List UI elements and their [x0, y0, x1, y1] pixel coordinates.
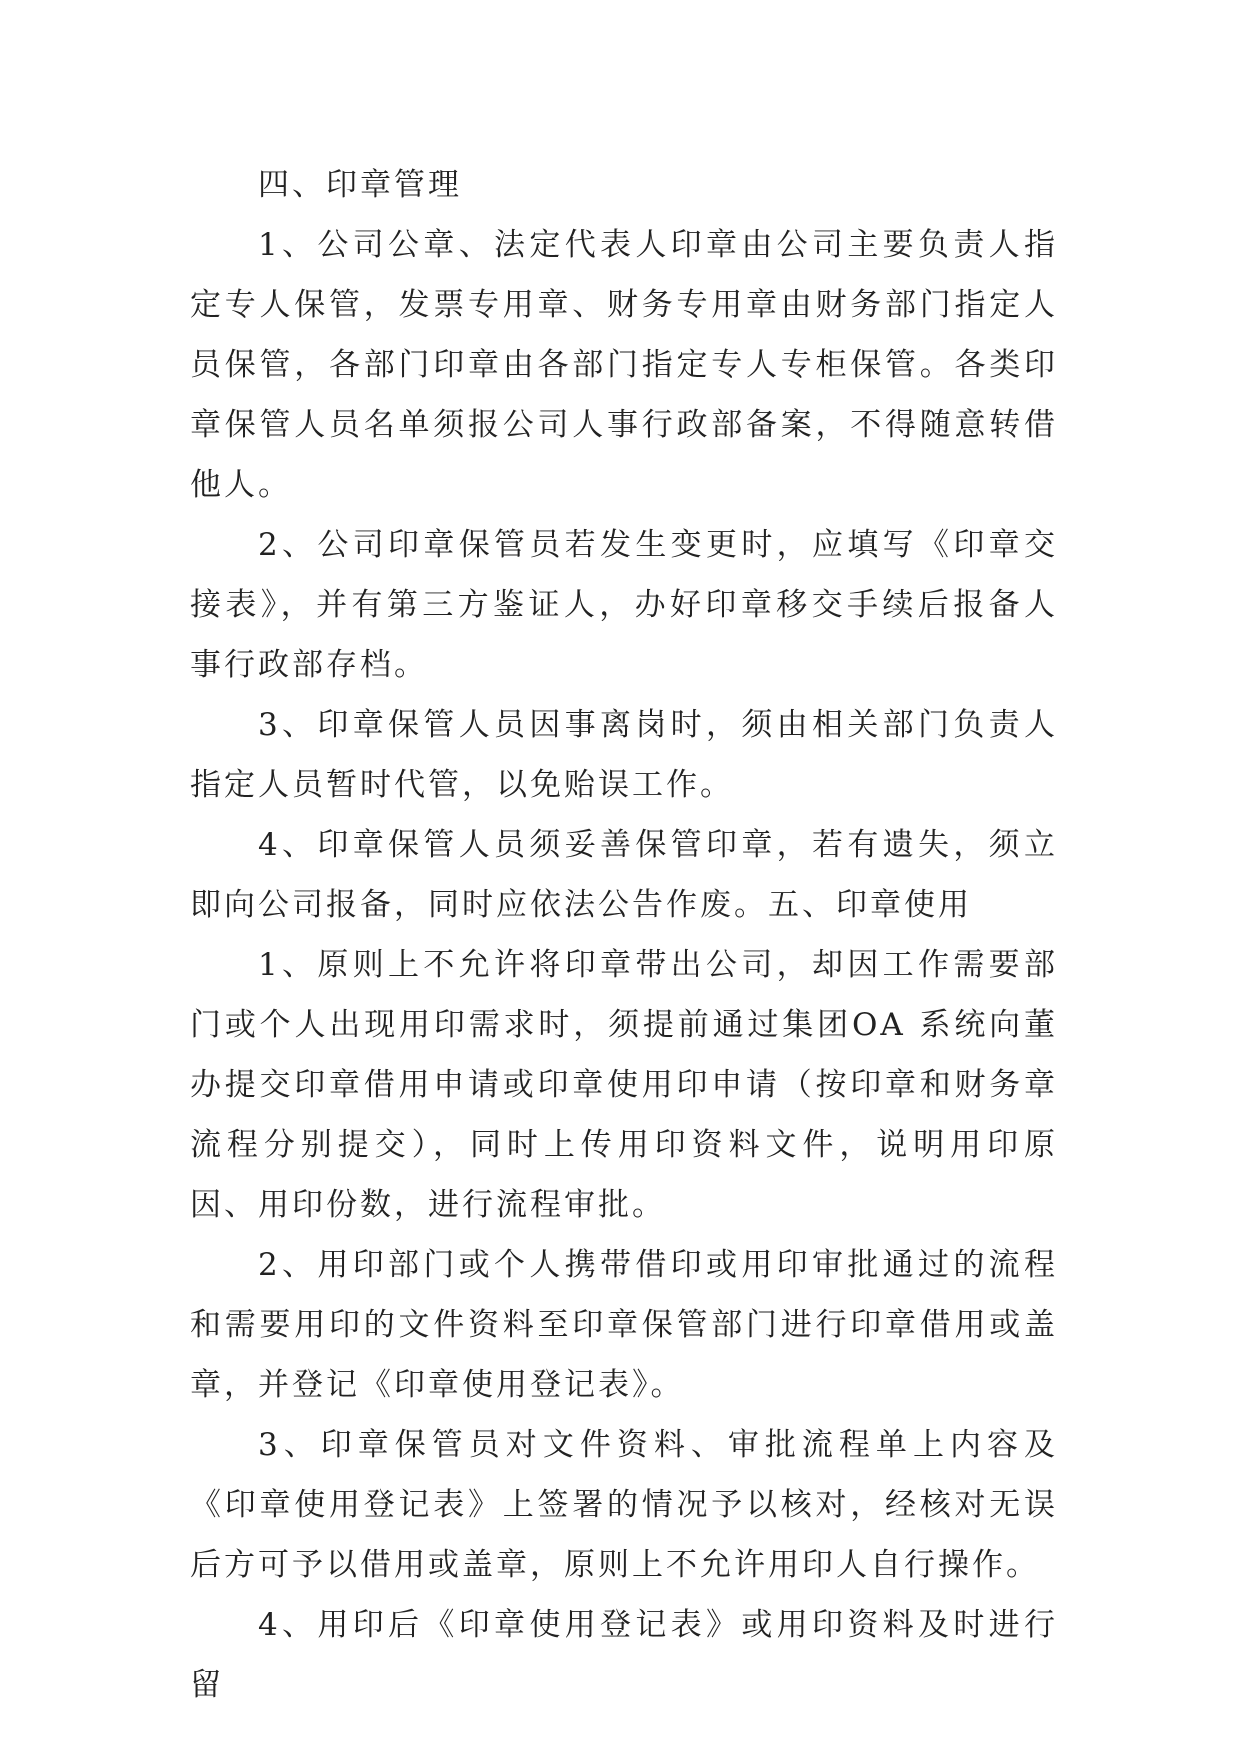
paragraph-seal-archiving: 4、用印后《印章使用登记表》或用印资料及时进行留 [190, 1607, 1058, 1703]
section-heading-seal-management: 四、印章管理 [258, 167, 462, 203]
paragraph-custodian-change: 2、公司印章保管员若发生变更时，应填写《印章交接表》，并有第三方鉴证人，办好印章移交手续后报备人事行政部存档。 [190, 527, 1058, 683]
paragraph-seal-loss: 4、印章保管人员须妥善保管印章，若有遗失，须立即向公司报备，同时应依法公告作废。五、印章使用 [190, 827, 1058, 923]
paragraph-temporary-custody: 3、印章保管人员因事离岗时，须由相关部门负责人指定人员暂时代管，以免贻误工作。 [190, 707, 1058, 803]
paragraph-seal-verification: 3、印章保管员对文件资料、审批流程单上内容及《印章使用登记表》上签署的情况予以核对，经核对无误后方可予以借用或盖章，原则上不允许用印人自行操作。 [190, 1427, 1058, 1583]
paragraph-seal-registration: 2、用印部门或个人携带借印或用印审批通过的流程和需要用印的文件资料至印章保管部门进行印章借用或盖章，并登记《印章使用登记表》。 [190, 1247, 1058, 1403]
paragraph-seal-borrow-application: 1、原则上不允许将印章带出公司，却因工作需要部门或个人出现用印需求时，须提前通过集团OA 系统向董办提交印章借用申请或印章使用印申请（按印章和财务章流程分别提交），同时上传用印资料文件，说明用印原因、用印份数，进行流程审批。 [190, 947, 1058, 1223]
paragraph-seal-custody: 1、公司公章、法定代表人印章由公司主要负责人指定专人保管，发票专用章、财务专用章由财务部门指定人员保管，各部门印章由各部门指定专人专柜保管。各类印章保管人员名单须报公司人事行政部备案，不得随意转借他人。 [190, 227, 1058, 503]
document-body [190, 155, 1058, 1715]
